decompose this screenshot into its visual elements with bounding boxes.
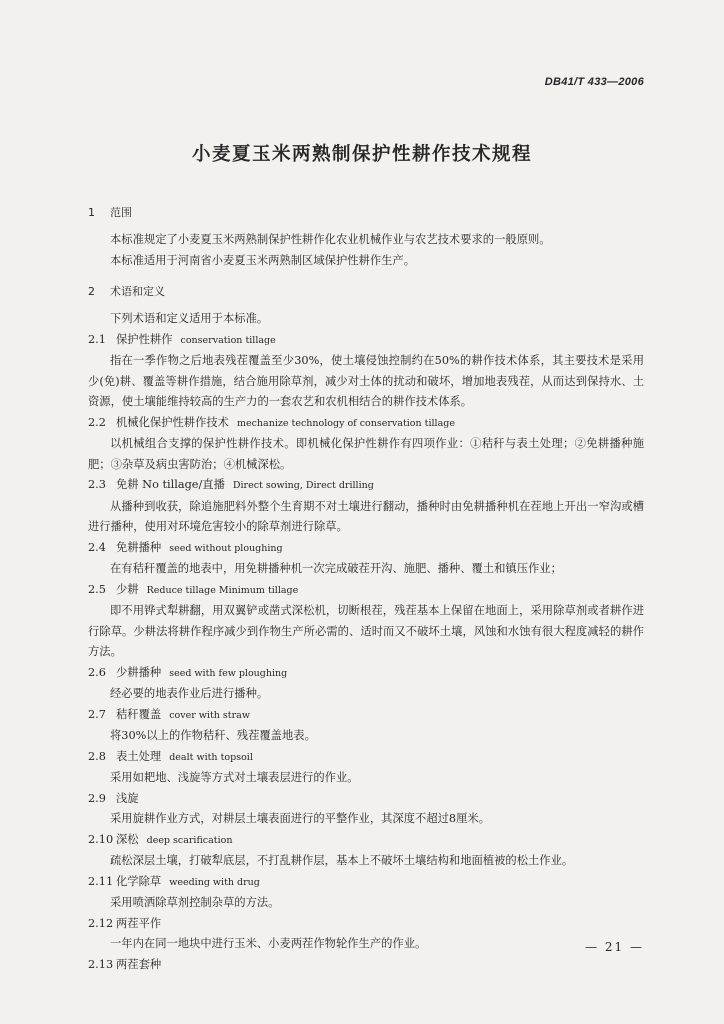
term-english: seed with few ploughing [169,667,288,679]
term-english: weeding with drug [169,876,260,888]
term-number: 2.5 [88,582,106,596]
term-entry [88,914,644,955]
term-name: 少耕播种 [116,665,162,679]
term-english: conservation tillage [180,334,276,346]
term-entry [88,747,644,789]
term-entry [88,872,644,914]
term-definition: 将30%以上的作物秸秆、残茬覆盖地表。 [110,729,316,742]
term-number: 2.10 [88,832,114,846]
paragraph: 本标准适用于河南省小麦夏玉米两熟制区域保护性耕作生产。 [110,253,416,267]
term-definition: 即不用铧式犁耕翻，用双翼铲或凿式深松机，切断根茬，残茬基本上保留在地面上，采用除草剂或者耕作进行除草。少耕法将耕作程序减少到作物生产所必需的、适时而又不破坏土壤，风蚀和水蚀有很大程度减轻的耕作方法。 [88,604,644,658]
term-name: 表土处理 [116,749,162,763]
term-definition: 指在一季作物之后地表残茬覆盖至少30%，使土壤侵蚀控制约在50%的耕作技术体系，其主要技术是采用少(免)耕、覆盖等耕作措施，结合施用除草剂，减少对土体的扰动和破坏，增加地表残茬，从而达到保持水、土资源，使土壤能维持较高的生产力的一套农艺和农机相结合的耕作技术体系。 [88,354,644,408]
term-english: deep scarification [146,834,233,846]
term-definition: 一年内在同一地块中进行玉米、小麦两茬作物轮作生产的作业。 [110,937,427,950]
term-english: Direct sowing, Direct drilling [232,480,374,491]
term-number: 2.1 [88,332,106,346]
term-entry [88,330,644,413]
term-english: cover with straw [169,709,250,721]
term-number: 2.9 [88,791,106,805]
term-name: 两茬平作 [116,916,162,930]
term-number: 2.4 [88,540,106,554]
term-name: 少耕 [116,582,139,596]
term-entry [88,538,644,580]
term-definition: 疏松深层土壤，打破犁底层，不打乱耕作层，基本上不破坏土壤结构和地面植被的松土作业。 [110,854,574,867]
term-entry [88,413,644,476]
document-title: 小麦夏玉米两熟制保护性耕作技术规程 [191,144,532,165]
term-english: seed without ploughing [169,542,283,554]
standard-number: DB41/T 433—2006 [544,76,644,88]
term-english: Reduce tillage Minimum tillage [146,584,299,596]
term-number: 2.13 [88,957,114,971]
section-number: 2 [88,285,95,298]
paragraph: 本标准规定了小麦夏玉米两熟制保护性耕作化农业机械作业与农艺技术要求的一般原则。 [110,233,551,246]
term-definition: 以机械组合支撑的保护性耕作技术。即机械化保护性耕作有四项作业：①秸秆与表土处理；②免耕播种施肥；③杂草及病虫害防治；④机械深松。 [88,437,644,471]
section-title: 范围 [110,206,132,219]
term-number: 2.11 [88,874,114,888]
term-number: 2.3 [88,478,106,491]
section-heading [88,283,644,301]
term-entry [88,663,644,705]
term-definition: 从播种到收获，除追施肥料外整个生育期不对土壤进行翻动，播种时由免耕播种机在茬地上开出一窄沟或槽进行播种，使用对环境危害较小的除草剂进行除草。 [88,499,644,533]
document-body [88,204,644,975]
term-name: 化学除草 [116,874,162,888]
term-english: mechanize technology of conservation tillage [236,417,455,429]
term-name: 免耕 No tillage/直播 [116,478,225,491]
section-title: 术语和定义 [110,285,165,298]
section-number: 1 [88,206,95,219]
term-name: 保护性耕作 [116,332,173,346]
term-entry [88,830,644,872]
term-number: 2.7 [88,707,106,721]
term-entry [88,705,644,747]
term-name: 机械化保护性耕作技术 [116,415,229,429]
term-definition: 采用喷洒除草剂控制杂草的方法。 [110,896,280,909]
term-definition: 在有秸秆覆盖的地表中，用免耕播种机一次完成破茬开沟、施肥、播种、覆土和镇压作业； [110,562,562,575]
term-name: 浅旋 [116,791,139,805]
term-number: 2.6 [88,665,106,679]
term-name: 秸秆覆盖 [116,707,162,721]
term-name: 深松 [116,832,139,846]
term-entry [88,789,644,830]
paragraph: 下列术语和定义适用于本标准。 [110,312,269,325]
term-entry [88,580,644,663]
term-english: dealt with topsoil [169,751,253,763]
section-heading [88,204,644,222]
term-entry [88,955,644,976]
term-definition: 采用如耙地、浅旋等方式对土壤表层进行的作业。 [110,771,359,784]
term-name: 两茬套种 [116,957,162,971]
term-definition: 采用旋耕作业方式，对耕层土壤表面进行的平整作业，其深度不超过8厘米。 [110,812,490,825]
term-entry [88,475,644,538]
term-definition: 经必要的地表作业后进行播种。 [110,687,269,700]
page-number: — 21 — [585,940,644,954]
term-number: 2.8 [88,749,106,763]
term-number: 2.12 [88,916,114,930]
term-number: 2.2 [88,415,106,429]
term-name: 免耕播种 [116,540,162,554]
